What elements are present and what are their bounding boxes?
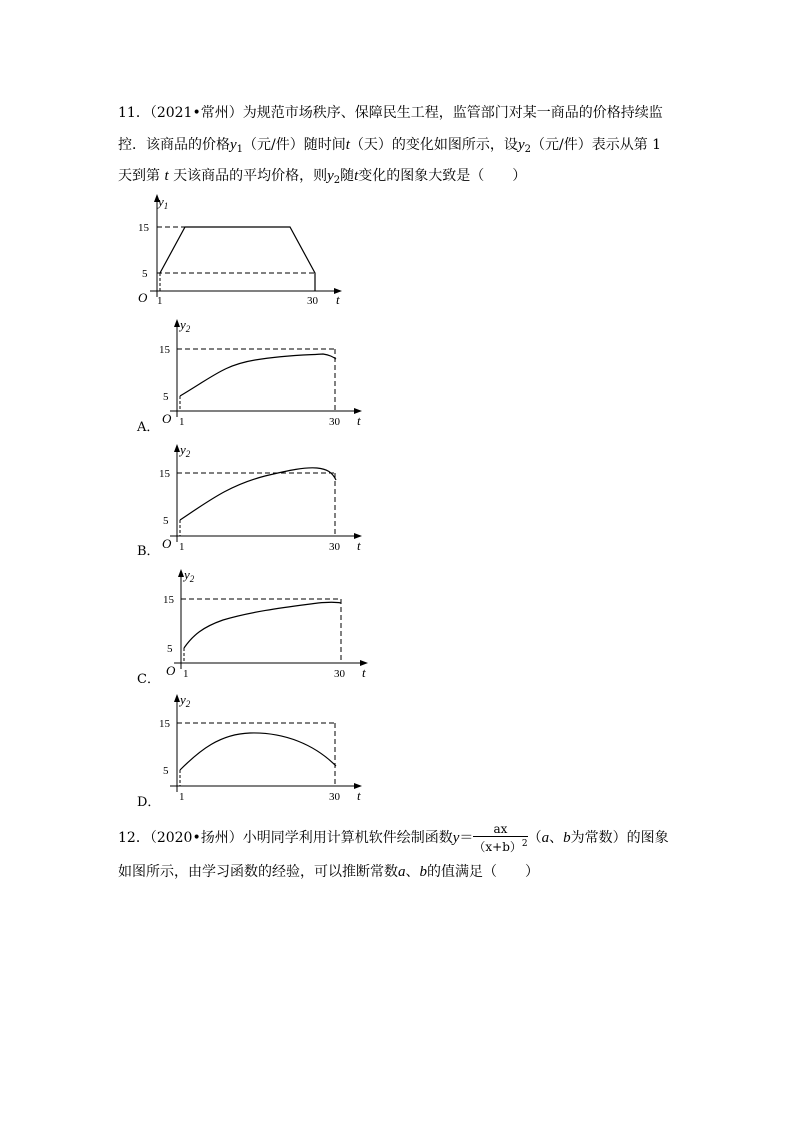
q11-text: （元/件）随时间 — [243, 137, 346, 153]
tick-5: 5 — [163, 765, 169, 777]
q12-line-1 — [118, 822, 669, 858]
var-y: y — [452, 830, 460, 846]
q11-text: 控．该商品的价格 — [118, 137, 230, 153]
q11-text: （天）的变化如图所示，设 — [349, 137, 518, 153]
var-t: t — [164, 168, 169, 184]
y1-curve — [160, 227, 315, 291]
tick-1: 1 — [157, 295, 163, 307]
q11-line-1 — [118, 103, 663, 123]
y2-label: $y_2$ — [180, 442, 191, 459]
y2-label: $y_2$ — [180, 317, 191, 334]
q12-text: 的值满足（ ） — [427, 864, 539, 880]
q12-text: 12．（2020•扬州）小明同学利用计算机软件绘制函数 — [118, 830, 453, 846]
origin-label: O — [162, 536, 172, 551]
var-t: t — [354, 168, 359, 184]
y2-curve-b — [180, 468, 336, 520]
q11-text: 随 — [340, 168, 355, 184]
var-t: t — [345, 137, 350, 153]
graph-option-c — [158, 565, 380, 687]
tick-15: 15 — [159, 468, 170, 480]
tick-5: 5 — [163, 515, 169, 527]
q11-line-2 — [118, 135, 661, 160]
t-label: t — [336, 292, 340, 307]
fraction-numerator: ax — [473, 822, 527, 837]
graph-y1 — [130, 190, 360, 315]
origin-label: O — [162, 411, 172, 426]
graph-option-b — [155, 440, 375, 560]
denominator-exponent: 2 — [521, 839, 528, 849]
q12-line-2 — [118, 862, 539, 882]
q11-line-3 — [118, 166, 526, 191]
option-b-label[interactable]: B． — [137, 544, 160, 559]
tick-1: 1 — [179, 416, 185, 428]
q12-text: 、 — [549, 830, 564, 846]
tick-30: 30 — [329, 791, 340, 803]
y2-curve-c — [184, 602, 341, 648]
option-d-label[interactable]: D． — [137, 795, 161, 810]
graph-option-d — [155, 690, 375, 810]
var-b: b — [419, 864, 427, 880]
tick-1: 1 — [183, 668, 189, 680]
origin-label: O — [166, 663, 176, 678]
fraction-denominator — [473, 837, 527, 854]
subscript: 2 — [333, 175, 341, 186]
tick-15: 15 — [138, 222, 149, 234]
y2-curve-d — [180, 733, 336, 770]
var-y: y — [327, 168, 334, 184]
y1-label: $y_1$ — [158, 194, 169, 211]
q12-text: 为常数）的图象 — [570, 830, 669, 846]
var-a: a — [398, 864, 406, 880]
q11-text: （元/件）表示从第 1 — [530, 137, 662, 153]
tick-5: 5 — [167, 643, 173, 655]
y2-label: $y_2$ — [180, 692, 191, 709]
tick-30: 30 — [329, 541, 340, 553]
q12-text: （ — [527, 830, 542, 846]
q11-text: 天到第 — [118, 168, 160, 184]
fraction — [473, 822, 527, 854]
tick-15: 15 — [159, 718, 170, 730]
tick-5: 5 — [142, 268, 148, 280]
denominator-base: （x+b） — [473, 840, 522, 854]
q11-text: 天该商品的平均价格，则 — [173, 168, 328, 184]
var-a: a — [541, 830, 550, 846]
tick-30: 30 — [307, 295, 318, 307]
origin-label: O — [138, 290, 148, 305]
t-label: t — [362, 665, 366, 680]
equals: ＝ — [459, 830, 474, 846]
subscript: 2 — [524, 144, 531, 155]
q11-text: 11．（2021•常州）为规范市场秩序、保障民生工程，监管部门对某一商品的价格持续监 — [118, 105, 663, 121]
var-b: b — [563, 830, 571, 846]
option-a-label[interactable]: A． — [137, 420, 160, 435]
t-label: t — [357, 413, 361, 428]
y2-curve-a — [180, 354, 336, 396]
var-y: y — [230, 137, 237, 153]
tick-30: 30 — [329, 416, 340, 428]
subscript: 1 — [236, 144, 244, 155]
tick-1: 1 — [179, 791, 185, 803]
t-label: t — [357, 538, 361, 553]
t-label: t — [357, 788, 361, 803]
tick-5: 5 — [163, 391, 169, 403]
q12-text: 、 — [405, 864, 420, 880]
option-c-label[interactable]: C． — [137, 672, 160, 687]
var-y: y — [517, 137, 525, 153]
tick-15: 15 — [163, 594, 174, 606]
tick-15: 15 — [159, 344, 170, 356]
q12-text: 如图所示，由学习函数的经验，可以推断常数 — [118, 864, 398, 880]
y2-label: $y_2$ — [184, 567, 195, 584]
graph-option-a — [155, 315, 375, 435]
q11-text: 变化的图象大致是（ ） — [358, 168, 527, 184]
tick-30: 30 — [334, 668, 345, 680]
tick-1: 1 — [179, 541, 185, 553]
